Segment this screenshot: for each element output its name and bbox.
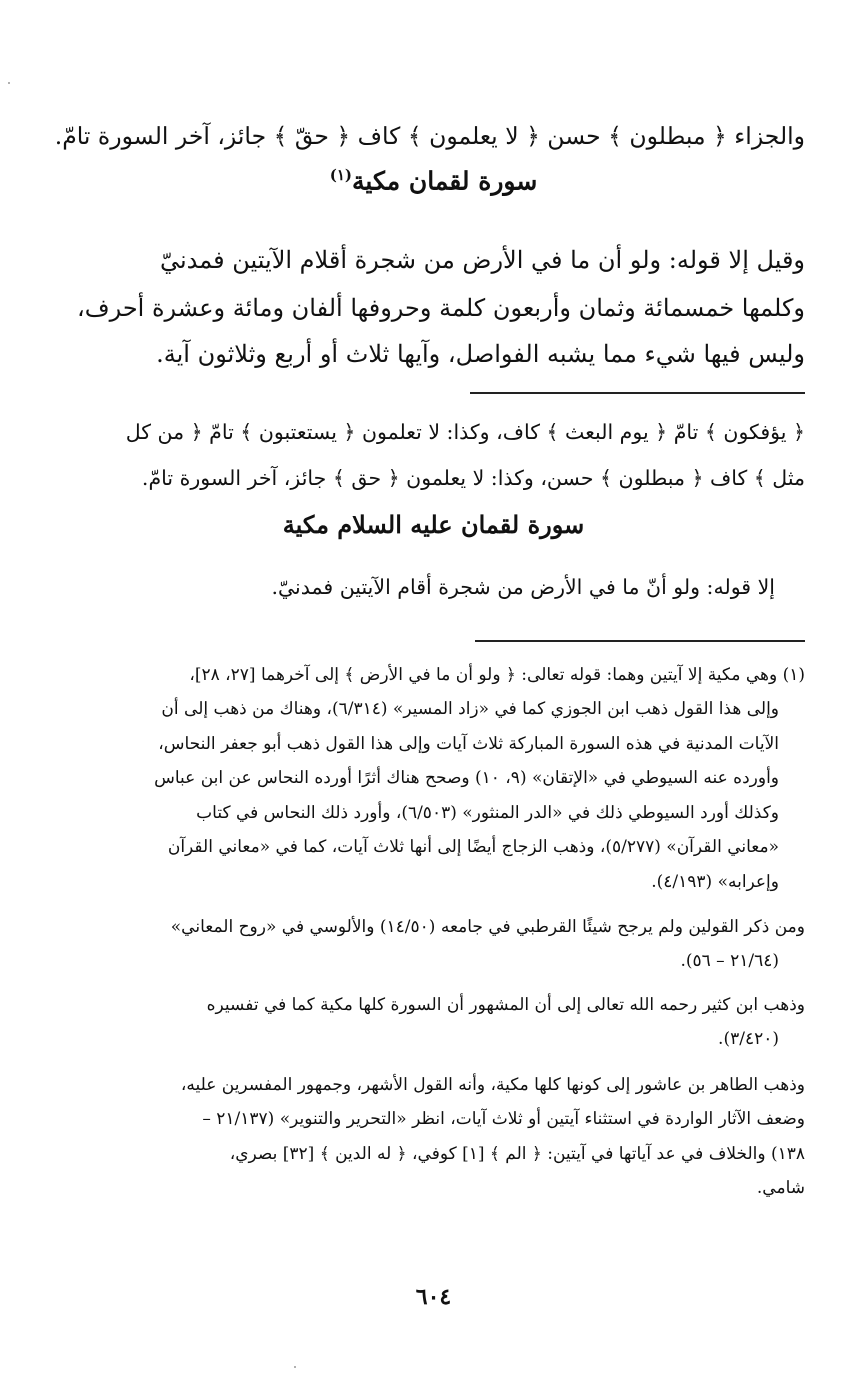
footnote-line: شامي. (756, 1178, 805, 1198)
scan-speck (294, 1366, 296, 1368)
footnote-line: «معاني القرآن» (٥/٢٧٧)، وذهب الزجاج أيضًا إلى أنها ثلاث آيات، كما في «معاني القرآن (167, 837, 779, 857)
footnote-line: ومن ذكر القولين ولم يرجح شيئًا القرطبي في جامعه (١٤/٥٠) والألوسي في «روح المعاني» (170, 917, 805, 937)
footnote-divider (475, 640, 805, 642)
footnote-line: (١) وهي مكية إلا آيتين وهما: قوله تعالى: ﴿ ولو أن ما في الأرض ﴾ إلى آخرهما [٢٧، ٢٨]، (189, 665, 805, 685)
footnote-line: وكذلك أورد السيوطي ذلك في «الدر المنثور» (٦/٥٠٣)، وأورد ذلك النحاس في كتاب (196, 803, 779, 823)
footnote-marker: (١) (329, 166, 352, 184)
page-number: ٦٠٤ (415, 1284, 452, 1310)
surah-title (0, 166, 867, 195)
footnote-line: (٣/٤٢٠). (718, 1029, 779, 1049)
intro-line: وكلمها خمسمائة وثمان وأربعون كلمة وحروفها ألفان ومائة وعشرة أحرف، (76, 294, 805, 322)
surah-title-text: سورة لقمان مكية (352, 166, 538, 196)
footnote-line: وذهب ابن كثير رحمه الله تعالى إلى أن المشهور أن السورة كلها مكية كما في تفسيره (206, 995, 805, 1015)
second-surah-title: سورة لقمان عليه السلام مكية (282, 510, 585, 539)
footnote-line: وذهب الطاهر بن عاشور إلى كونها كلها مكية، وأنه القول الأشهر، وجمهور المفسرين عليه، (180, 1075, 805, 1095)
intro-line: وقيل إلا قوله: ولو أن ما في الأرض من شجرة أقلام الآيتين فمدنيّ (160, 246, 805, 274)
continuation-line: والجزاء ﴿ مبطلون ﴾ حسن ﴿ لا يعلمون ﴾ كاف ﴿ حقّ ﴾ جائز، آخر السورة تامّ. (54, 122, 805, 150)
scan-speck (8, 82, 10, 84)
second-text-line: ﴿ يؤفكون ﴾ تامّ ﴿ يوم البعث ﴾ كاف، وكذا: لا تعلمون ﴿ يستعتبون ﴾ تامّ ﴿ من كل (125, 420, 805, 444)
footnote-line: وأورده عنه السيوطي في «الإتقان» (٩، ١٠) وصحح هناك أثرًا أورده النحاس عن ابن عباس (154, 768, 779, 788)
footnote-line: وإعرابه» (٤/١٩٣). (651, 872, 779, 892)
footnote-line: ١٣٨) والخلاف في عد آياتها في آيتين: ﴿ الم ﴾ [١] كوفي، ﴿ له الدين ﴾ [٣٢] بصري، (229, 1144, 805, 1164)
section-divider (470, 392, 805, 394)
footnote-line: (٢١/٦٤ – ٥٦). (680, 951, 779, 971)
second-text-line: مثل ﴾ كاف ﴿ مبطلون ﴾ حسن، وكذا: لا يعلمون ﴿ حق ﴾ جائز، آخر السورة تامّ. (141, 466, 805, 490)
footnote-line: وضعف الآثار الواردة في استثناء آيتين أو ثلاث آيات، انظر «التحرير والتنوير» (٢١/١٣٧ – (202, 1109, 805, 1129)
footnote-line: الآيات المدنية في هذه السورة المباركة ثلاث آيات وإلى هذا القول ذهب أبو جعفر النحاس، (158, 734, 779, 754)
second-note: إلا قوله: ولو أنّ ما في الأرض من شجرة أقام الآيتين فمدنيّ. (271, 575, 775, 599)
intro-line: وليس فيها شيء مما يشبه الفواصل، وآيها ثلاث أو أربع وثلاثون آية. (156, 340, 805, 368)
footnote-line: وإلى هذا القول ذهب ابن الجوزي كما في «زاد المسير» (٦/٣١٤)، وهناك من ذهب إلى أن (161, 699, 779, 719)
